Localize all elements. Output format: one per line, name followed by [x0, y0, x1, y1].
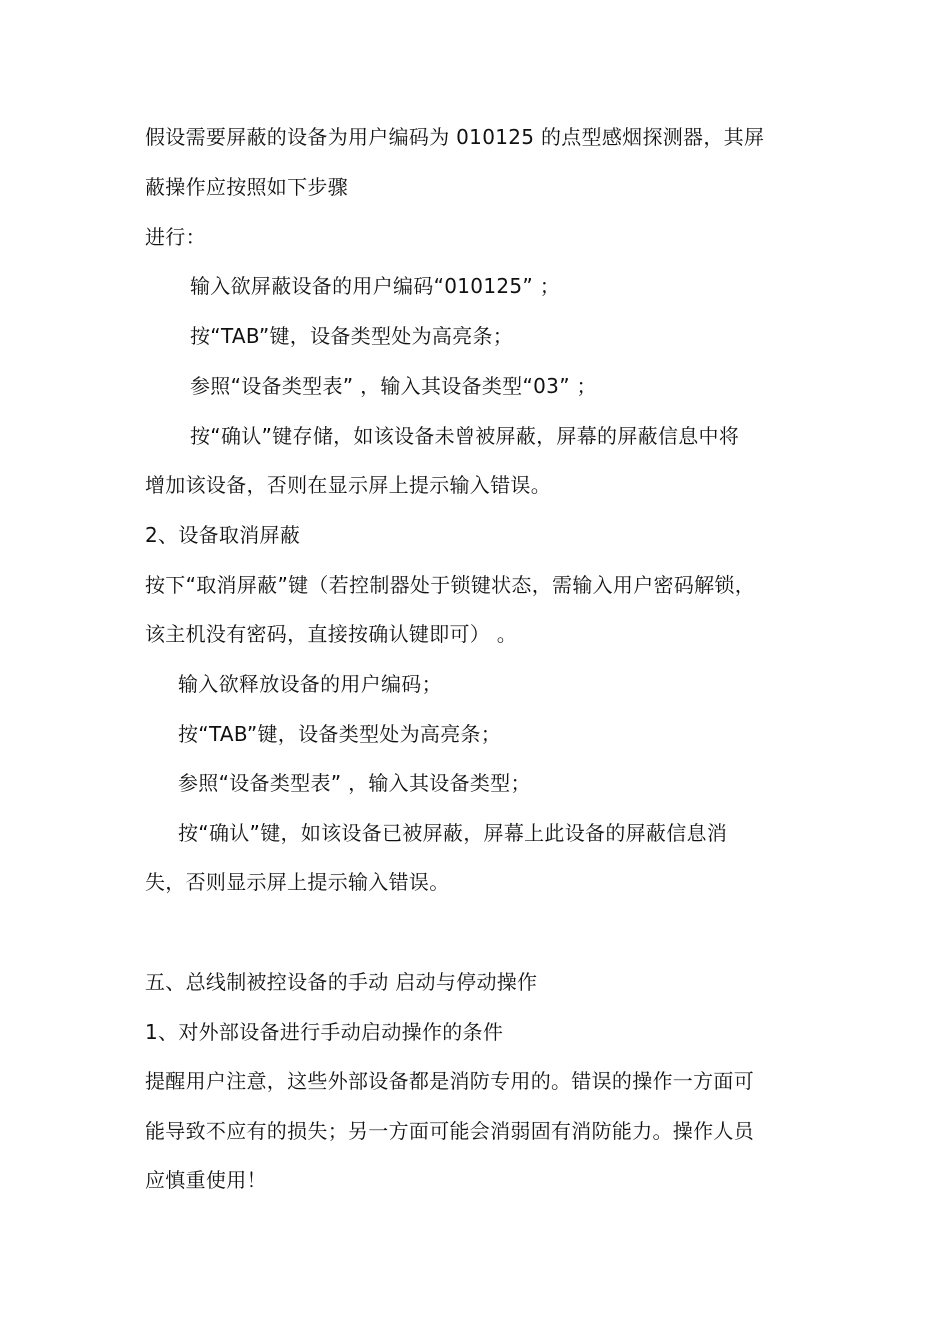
- section-heading: 五、总线制被控设备的手动 启动与停动操作: [145, 970, 538, 994]
- text-line: 应慎重使用！: [145, 1168, 267, 1192]
- text-line: 参照“设备类型表” ，输入其设备类型；: [178, 771, 531, 795]
- text-line: 按下“取消屏蔽”键（若控制器处于锁键状态，需输入用户密码解锁，: [145, 573, 756, 597]
- text-line: 按“确认”键存储，如该设备未曾被屏蔽，屏幕的屏蔽信息中将: [190, 424, 740, 448]
- text-line: 提醒用户注意，这些外部设备都是消防专用的。错误的操作一方面可: [145, 1069, 754, 1093]
- text-line: 假设需要屏蔽的设备为用户编码为 010125 的点型感烟探测器，其屏: [145, 125, 765, 149]
- text-line: 按“TAB”键，设备类型处为高亮条；: [178, 722, 502, 746]
- text-line: 进行：: [145, 225, 206, 249]
- subsection-heading: 1、对外部设备进行手动启动操作的条件: [145, 1020, 504, 1044]
- text-line: 该主机没有密码，直接按确认键即可） 。: [145, 622, 518, 646]
- section-heading: 2、设备取消屏蔽: [145, 523, 301, 547]
- text-line: 增加该设备，否则在显示屏上提示输入错误。: [145, 473, 551, 497]
- text-line: 按“TAB”键，设备类型处为高亮条；: [190, 324, 514, 348]
- text-line: 参照“设备类型表” ，输入其设备类型“03” ；: [190, 374, 597, 398]
- text-line: 输入欲释放设备的用户编码；: [178, 672, 442, 696]
- text-line: 失，否则显示屏上提示输入错误。: [145, 870, 450, 894]
- text-line: 输入欲屏蔽设备的用户编码“010125” ；: [190, 274, 561, 298]
- text-line: 蔽操作应按照如下步骤: [145, 175, 348, 199]
- text-line: 能导致不应有的损失；另一方面可能会消弱固有消防能力。操作人员: [145, 1119, 754, 1143]
- text-line: 按“确认”键，如该设备已被屏蔽，屏幕上此设备的屏蔽信息消: [178, 821, 728, 845]
